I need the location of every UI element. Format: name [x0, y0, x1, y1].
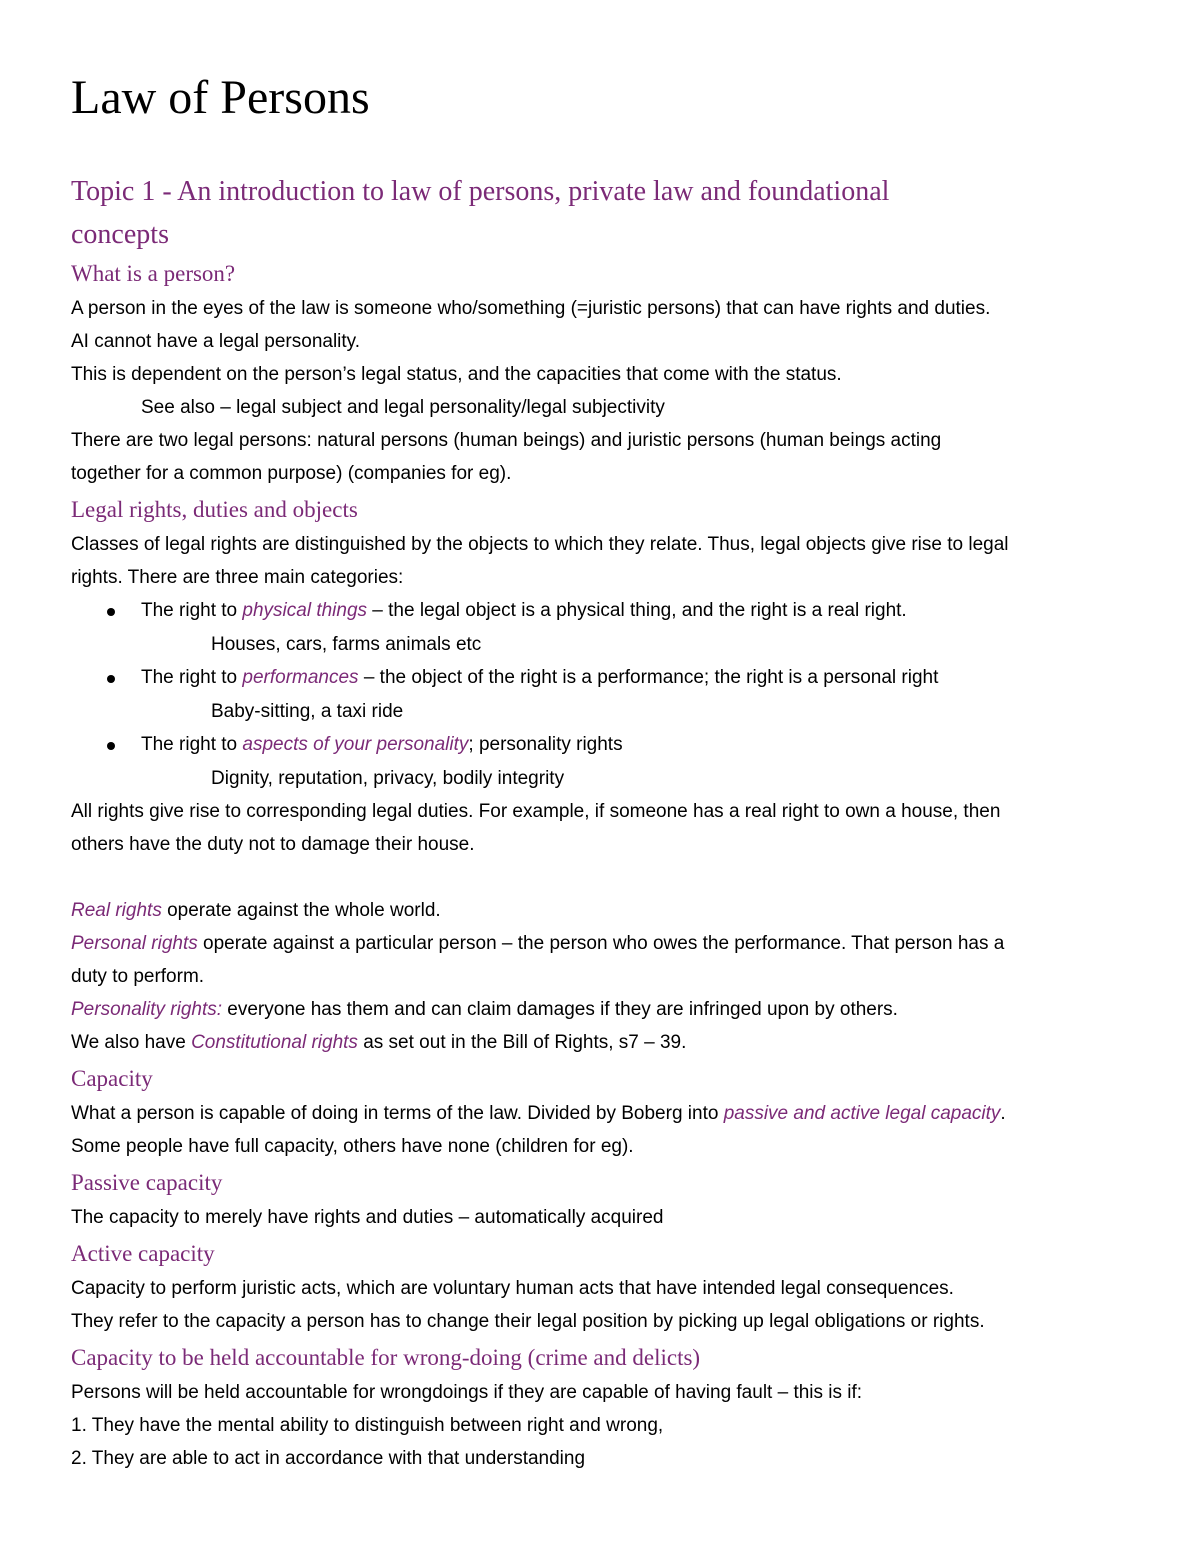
emphasis-term: Personal rights: [71, 933, 198, 954]
paragraph: [71, 894, 1141, 927]
paragraph-text: We also have: [71, 1032, 192, 1053]
bullet-icon: [107, 742, 115, 750]
paragraph-text: What a person is capable of doing in terms of the law. Divided by Boberg into: [71, 1103, 724, 1124]
paragraph: duty to perform.: [71, 966, 205, 987]
bullet-icon: [107, 608, 115, 616]
paragraph-text: everyone has them and can claim damages if they are infringed upon by others.: [222, 999, 898, 1020]
list-item: [71, 594, 1141, 628]
paragraph: rights. There are three main categories:: [71, 567, 404, 588]
emphasis-term: Constitutional rights: [191, 1032, 358, 1053]
paragraph-text: as set out in the Bill of Rights, s7 – 39.: [357, 1032, 687, 1053]
list-item-text: The right to: [141, 667, 243, 688]
example-line: Dignity, reputation, privacy, bodily integrity: [211, 768, 565, 789]
list-item-text: – the object of the right is a performance; the right is a personal right: [358, 667, 939, 688]
blank-line: [71, 861, 1141, 894]
paragraph: [71, 993, 1141, 1026]
list-item: [71, 661, 1141, 695]
list-item-text: The right to: [141, 600, 243, 621]
emphasis-term: physical things: [242, 600, 368, 621]
list-item-text: The right to: [141, 734, 243, 755]
emphasis-term: Real rights: [71, 900, 162, 921]
document-page: [71, 70, 1141, 1475]
paragraph-text: .: [1000, 1103, 1006, 1124]
list-item-text: – the legal object is a physical thing, and the right is a real right.: [367, 600, 907, 621]
paragraph: together for a common purpose) (companies for eg).: [71, 463, 512, 484]
heading-capacity: Capacity: [71, 1066, 153, 1091]
heading-legal-rights: Legal rights, duties and objects: [71, 497, 358, 522]
heading-active-capacity: Active capacity: [71, 1241, 215, 1266]
paragraph: They refer to the capacity a person has to change their legal position by picking up legal obligations or rights.: [71, 1311, 985, 1332]
paragraph: [71, 1026, 1141, 1059]
paragraph: Classes of legal rights are distinguished by the objects to which they relate. Thus, legal objects give rise to legal: [71, 534, 1009, 555]
heading-passive-capacity: Passive capacity: [71, 1170, 223, 1195]
example-line: Houses, cars, farms animals etc: [211, 634, 482, 655]
emphasis-term: passive and active legal capacity: [723, 1103, 1001, 1124]
paragraph-text: operate against a particular person – the person who owes the performance. That person has a: [197, 933, 1005, 954]
paragraph: [71, 1097, 1141, 1130]
topic-heading-line-2: concepts: [71, 219, 169, 250]
list-item-text: ; personality rights: [468, 734, 623, 755]
see-also-note: See also – legal subject and legal personality/legal subjectivity: [141, 397, 665, 418]
paragraph: There are two legal persons: natural persons (human beings) and juristic persons (human beings acting: [71, 430, 942, 451]
emphasis-term: Personality rights:: [71, 999, 223, 1020]
document-title: Law of Persons: [71, 71, 370, 124]
emphasis-term: performances: [242, 667, 359, 688]
numbered-item: 1. They have the mental ability to distinguish between right and wrong,: [71, 1415, 664, 1436]
topic-heading-line-1: Topic 1 - An introduction to law of persons, private law and foundational: [71, 176, 890, 207]
paragraph: This is dependent on the person’s legal status, and the capacities that come with the status.: [71, 364, 842, 385]
heading-what-is-a-person: What is a person?: [71, 261, 236, 286]
paragraph: The capacity to merely have rights and duties – automatically acquired: [71, 1207, 664, 1228]
paragraph: A person in the eyes of the law is someone who/something (=juristic persons) that can have rights and duties.: [71, 298, 991, 319]
numbered-item: 2. They are able to act in accordance with that understanding: [71, 1448, 586, 1469]
paragraph: others have the duty not to damage their house.: [71, 834, 475, 855]
paragraph: [71, 927, 1141, 960]
paragraph-text: operate against the whole world.: [161, 900, 441, 921]
paragraph: Capacity to perform juristic acts, which are voluntary human acts that have intended legal consequences.: [71, 1278, 954, 1299]
bullet-icon: [107, 675, 115, 683]
emphasis-term: aspects of your personality: [242, 734, 469, 755]
paragraph: Some people have full capacity, others have none (children for eg).: [71, 1136, 634, 1157]
example-line: Baby-sitting, a taxi ride: [211, 701, 404, 722]
list-item: [71, 728, 1141, 762]
heading-accountability: Capacity to be held accountable for wrong-doing (crime and delicts): [71, 1345, 701, 1370]
paragraph: Persons will be held accountable for wrongdoings if they are capable of having fault – this is if:: [71, 1382, 863, 1403]
paragraph: All rights give rise to corresponding legal duties. For example, if someone has a real right to own a house, then: [71, 801, 1001, 822]
paragraph: AI cannot have a legal personality.: [71, 331, 361, 352]
